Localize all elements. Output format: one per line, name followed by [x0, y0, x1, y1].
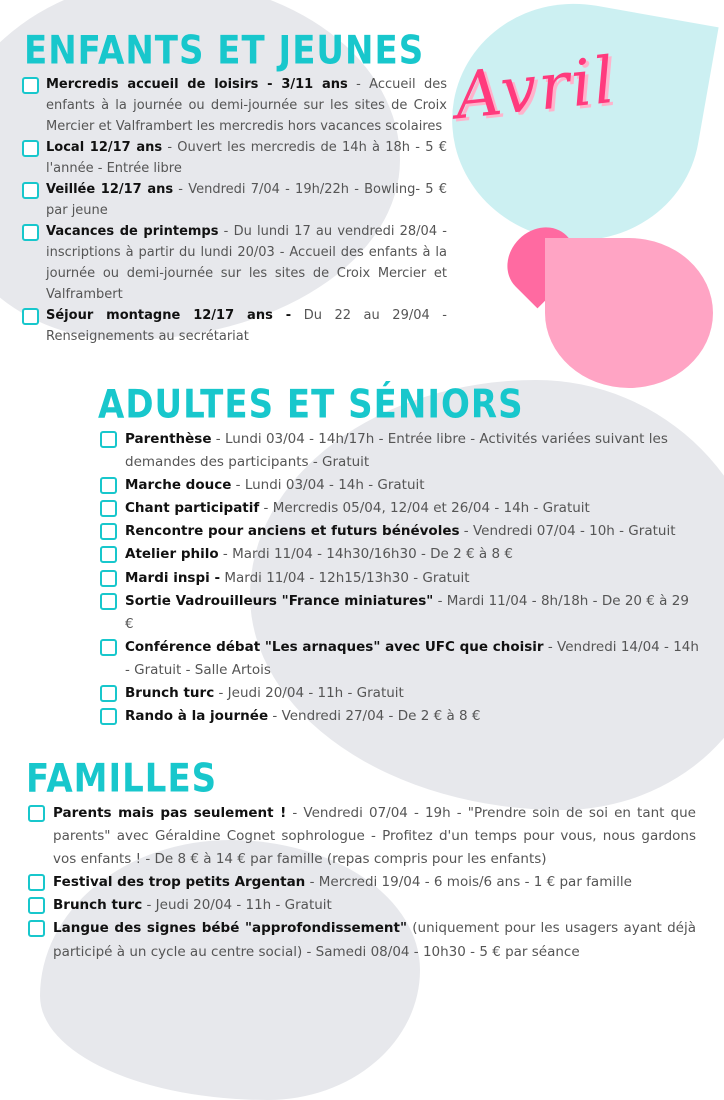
- list-item: Festival des trop petits Argentan - Mercredi 19/04 - 6 mois/6 ans - 1 € par famille: [28, 871, 696, 894]
- section-title-familles: FAMILLES: [26, 756, 218, 802]
- list-item: Rencontre pour anciens et futurs bénévoles - Vendredi 07/04 - 10h - Gratuit: [100, 520, 700, 543]
- month-title: Avril: [451, 43, 620, 135]
- list-enfants: [22, 74, 447, 347]
- list-item: Séjour montagne 12/17 ans - Du 22 au 29/04 - Renseignements au secrétariat: [22, 305, 447, 347]
- checkbox[interactable]: [22, 224, 39, 241]
- list-item: Conférence débat "Les arnaques" avec UFC que choisir - Vendredi 14/04 - 14h - Gratuit - Salle Artois: [100, 636, 700, 682]
- list-item: Sortie Vadrouilleurs "France miniatures" - Mardi 11/04 - 8h/18h - De 20 € à 29 €: [100, 590, 700, 636]
- list-item: Brunch turc - Jeudi 20/04 - 11h - Gratuit: [28, 894, 696, 917]
- pink-drop-decoration: [545, 238, 713, 388]
- list-item: Langue des signes bébé "approfondissement" (uniquement pour les usagers ayant déjà participé à un cycle au centre social) - Samedi 08/04 - 10h30 - 5 € par séance: [28, 917, 696, 963]
- checkbox[interactable]: [22, 182, 39, 199]
- checkbox[interactable]: [22, 308, 39, 325]
- checkbox[interactable]: [100, 477, 117, 494]
- list-item: Parents mais pas seulement ! - Vendredi 07/04 - 19h - "Prendre soin de soi en tant que parents" avec Géraldine Cognet sophrologue - Profitez d'un temps pour vous, nous gardons vos enfants ! - De 8 € à 14 € par famille (repas compris pour les enfants): [28, 802, 696, 871]
- list-item: Mardi inspi - Mardi 11/04 - 12h15/13h30 - Gratuit: [100, 567, 700, 590]
- checkbox[interactable]: [100, 523, 117, 540]
- list-adultes: [100, 428, 700, 728]
- checkbox[interactable]: [28, 920, 45, 937]
- checkbox[interactable]: [100, 639, 117, 656]
- checkbox[interactable]: [28, 897, 45, 914]
- checkbox[interactable]: [100, 546, 117, 563]
- checkbox[interactable]: [100, 500, 117, 517]
- section-title-enfants: ENFANTS ET JEUNES: [24, 28, 425, 74]
- list-item: Local 12/17 ans - Ouvert les mercredis de 14h à 18h - 5 € l'année - Entrée libre: [22, 137, 447, 179]
- list-item: Mercredis accueil de loisirs - 3/11 ans - Accueil des enfants à la journée ou demi-journée sur les sites de Croix Mercier et Valframbert les mercredis hors vacances scolaires: [22, 74, 447, 137]
- list-item: Atelier philo - Mardi 11/04 - 14h30/16h30 - De 2 € à 8 €: [100, 543, 700, 566]
- checkbox[interactable]: [22, 77, 39, 94]
- list-familles: [28, 802, 696, 964]
- list-item: Chant participatif - Mercredis 05/04, 12/04 et 26/04 - 14h - Gratuit: [100, 497, 700, 520]
- checkbox[interactable]: [28, 874, 45, 891]
- list-item: Marche douce - Lundi 03/04 - 14h - Gratuit: [100, 474, 700, 497]
- checkbox[interactable]: [22, 140, 39, 157]
- list-item: Brunch turc - Jeudi 20/04 - 11h - Gratuit: [100, 682, 700, 705]
- checkbox[interactable]: [100, 431, 117, 448]
- section-title-adultes: ADULTES ET SÉNIORS: [98, 382, 524, 428]
- checkbox[interactable]: [28, 805, 45, 822]
- list-item: Vacances de printemps - Du lundi 17 au vendredi 28/04 - inscriptions à partir du lundi 20/03 - Accueil des enfants à la journée ou demi-journée sur les sites de Croix Mercier et Valframbert: [22, 221, 447, 305]
- checkbox[interactable]: [100, 593, 117, 610]
- list-item: Parenthèse - Lundi 03/04 - 14h/17h - Entrée libre - Activités variées suivant les demandes des participants - Gratuit: [100, 428, 700, 474]
- checkbox[interactable]: [100, 708, 117, 725]
- checkbox[interactable]: [100, 570, 117, 587]
- list-item: Rando à la journée - Vendredi 27/04 - De 2 € à 8 €: [100, 705, 700, 728]
- checkbox[interactable]: [100, 685, 117, 702]
- list-item: Veillée 12/17 ans - Vendredi 7/04 - 19h/22h - Bowling- 5 € par jeune: [22, 179, 447, 221]
